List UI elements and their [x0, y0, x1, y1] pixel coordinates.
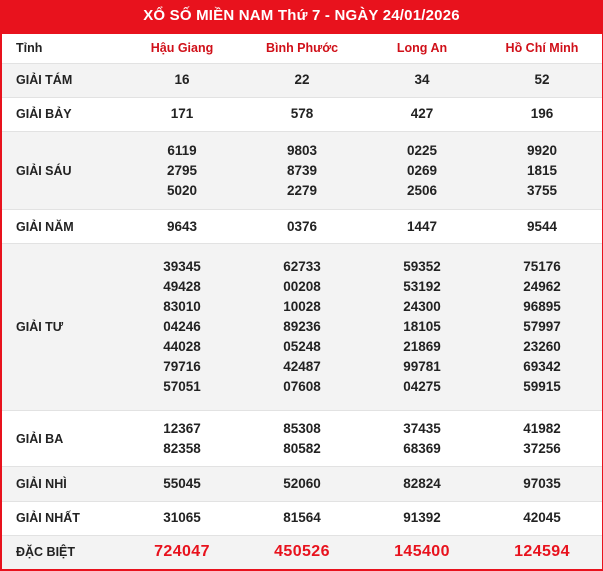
prize-number: 724047 [154, 543, 210, 561]
column-header-province-3: Long An [362, 34, 482, 64]
prize-number: 9920 [526, 142, 558, 158]
prize-number: 37435 [403, 420, 441, 436]
prize-numbers-cell [362, 411, 482, 467]
prize-number: 83010 [163, 299, 201, 315]
prize-number: 05248 [283, 339, 321, 355]
prize-numbers-cell [122, 131, 242, 209]
prize-number: 8739 [286, 162, 318, 178]
column-header-province-4: Hồ Chí Minh [482, 34, 602, 64]
prize-numbers-cell [482, 467, 602, 501]
prize-numbers-cell [242, 131, 362, 209]
prize-numbers-cell [242, 210, 362, 244]
prize-number: 21869 [403, 339, 441, 355]
prize-number: 52060 [283, 475, 321, 491]
table-body [2, 63, 602, 569]
prize-number: 57997 [523, 319, 561, 335]
prize-number: 24300 [403, 299, 441, 315]
prize-number: 07608 [283, 379, 321, 395]
prize-numbers-cell [362, 244, 482, 411]
table-header [2, 34, 602, 64]
prize-number: 10028 [283, 299, 321, 315]
prize-number: 23260 [523, 339, 561, 355]
prize-number: 59915 [523, 379, 561, 395]
prize-number: 55045 [163, 475, 201, 491]
prize-numbers-cell [482, 63, 602, 97]
prize-number: 80582 [283, 440, 321, 456]
prize-numbers-cell [242, 244, 362, 411]
prize-numbers-cell [482, 131, 602, 209]
prize-numbers-cell [122, 63, 242, 97]
prize-numbers-cell [242, 411, 362, 467]
prize-number: 89236 [283, 319, 321, 335]
prize-label: GIẢI SÁU [2, 131, 122, 209]
prize-number: 41982 [523, 420, 561, 436]
prize-number: 1447 [406, 218, 438, 234]
prize-number: 1815 [526, 162, 558, 178]
prize-number: 62733 [283, 259, 321, 275]
prize-numbers-cell [242, 501, 362, 535]
prize-number: 75176 [523, 259, 561, 275]
prize-label: GIẢI TÁM [2, 63, 122, 97]
prize-number: 91392 [403, 510, 441, 526]
prize-number: 49428 [163, 279, 201, 295]
prize-number: 3755 [526, 182, 558, 198]
prize-numbers-cell [482, 501, 602, 535]
prize-numbers-cell [122, 467, 242, 501]
prize-number: 0376 [286, 218, 318, 234]
prize-label: ĐẶC BIỆT [2, 535, 122, 569]
prize-numbers-cell [242, 535, 362, 569]
prize-number: 97035 [523, 475, 561, 491]
prize-number: 37256 [523, 440, 561, 456]
lottery-result-table [2, 34, 602, 570]
prize-numbers-cell [362, 97, 482, 131]
prize-numbers-cell [482, 97, 602, 131]
prize-number: 04275 [403, 379, 441, 395]
prize-number: 82824 [403, 475, 441, 491]
prize-numbers-cell [242, 63, 362, 97]
prize-number: 24962 [523, 279, 561, 295]
prize-number: 81564 [283, 510, 321, 526]
prize-number: 9643 [166, 218, 198, 234]
prize-numbers-cell [482, 244, 602, 411]
page-title: XỔ SỐ MIỀN NAM Thứ 7 - NGÀY 24/01/2026 [2, 0, 601, 34]
prize-number: 427 [410, 106, 434, 122]
prize-number: 42487 [283, 359, 321, 375]
prize-number: 0269 [406, 162, 438, 178]
prize-numbers-cell [362, 467, 482, 501]
prize-numbers-cell [362, 501, 482, 535]
prize-numbers-cell [362, 535, 482, 569]
prize-numbers-cell [242, 97, 362, 131]
prize-number: 85308 [283, 420, 321, 436]
prize-numbers-cell [482, 411, 602, 467]
prize-number: 18105 [403, 319, 441, 335]
prize-number: 44028 [163, 339, 201, 355]
prize-numbers-cell [122, 210, 242, 244]
table-row [2, 244, 602, 411]
column-header-label: Tỉnh [2, 34, 122, 64]
prize-number: 82358 [163, 440, 201, 456]
prize-number: 31065 [163, 510, 201, 526]
table-row [2, 467, 602, 501]
prize-number: 57051 [163, 379, 201, 395]
prize-number: 39345 [163, 259, 201, 275]
prize-number: 2506 [406, 182, 438, 198]
prize-number: 34 [414, 72, 430, 88]
prize-number: 52 [534, 72, 550, 88]
prize-label: GIẢI NĂM [2, 210, 122, 244]
prize-number: 124594 [514, 543, 570, 561]
column-header-province-2: Bình Phước [242, 34, 362, 64]
prize-numbers-cell [122, 97, 242, 131]
prize-numbers-cell [362, 131, 482, 209]
table-row [2, 210, 602, 244]
prize-number: 53192 [403, 279, 441, 295]
prize-number: 04246 [163, 319, 201, 335]
prize-number: 00208 [283, 279, 321, 295]
prize-number: 9803 [286, 142, 318, 158]
prize-number: 0225 [406, 142, 438, 158]
prize-number: 42045 [523, 510, 561, 526]
prize-number: 5020 [166, 182, 198, 198]
prize-number: 578 [290, 106, 314, 122]
prize-number: 69342 [523, 359, 561, 375]
table-row [2, 501, 602, 535]
table-header-row [2, 34, 602, 64]
prize-numbers-cell [362, 63, 482, 97]
prize-label: GIẢI TƯ [2, 244, 122, 411]
prize-number: 99781 [403, 359, 441, 375]
table-row [2, 131, 602, 209]
prize-numbers-cell [362, 210, 482, 244]
prize-number: 79716 [163, 359, 201, 375]
prize-numbers-cell [242, 467, 362, 501]
prize-label: GIẢI NHÌ [2, 467, 122, 501]
prize-number: 145400 [394, 543, 450, 561]
prize-numbers-cell [122, 411, 242, 467]
column-header-province-1: Hậu Giang [122, 34, 242, 64]
prize-number: 171 [170, 106, 194, 122]
prize-number: 16 [174, 72, 190, 88]
prize-number: 12367 [163, 420, 201, 436]
prize-numbers-cell [482, 210, 602, 244]
prize-numbers-cell [482, 535, 602, 569]
prize-number: 22 [294, 72, 310, 88]
prize-number: 9544 [526, 218, 558, 234]
prize-number: 59352 [403, 259, 441, 275]
table-row [2, 63, 602, 97]
prize-numbers-cell [122, 535, 242, 569]
prize-number: 2279 [286, 182, 318, 198]
prize-label: GIẢI BA [2, 411, 122, 467]
prize-label: GIẢI BẢY [2, 97, 122, 131]
table-row [2, 97, 602, 131]
prize-number: 68369 [403, 440, 441, 456]
prize-number: 96895 [523, 299, 561, 315]
prize-number: 450526 [274, 543, 330, 561]
prize-numbers-cell [122, 501, 242, 535]
prize-number: 2795 [166, 162, 198, 178]
table-row [2, 535, 602, 569]
prize-number: 6119 [167, 142, 197, 158]
prize-number: 196 [530, 106, 554, 122]
table-row [2, 411, 602, 467]
prize-label: GIẢI NHẤT [2, 501, 122, 535]
prize-numbers-cell [122, 244, 242, 411]
